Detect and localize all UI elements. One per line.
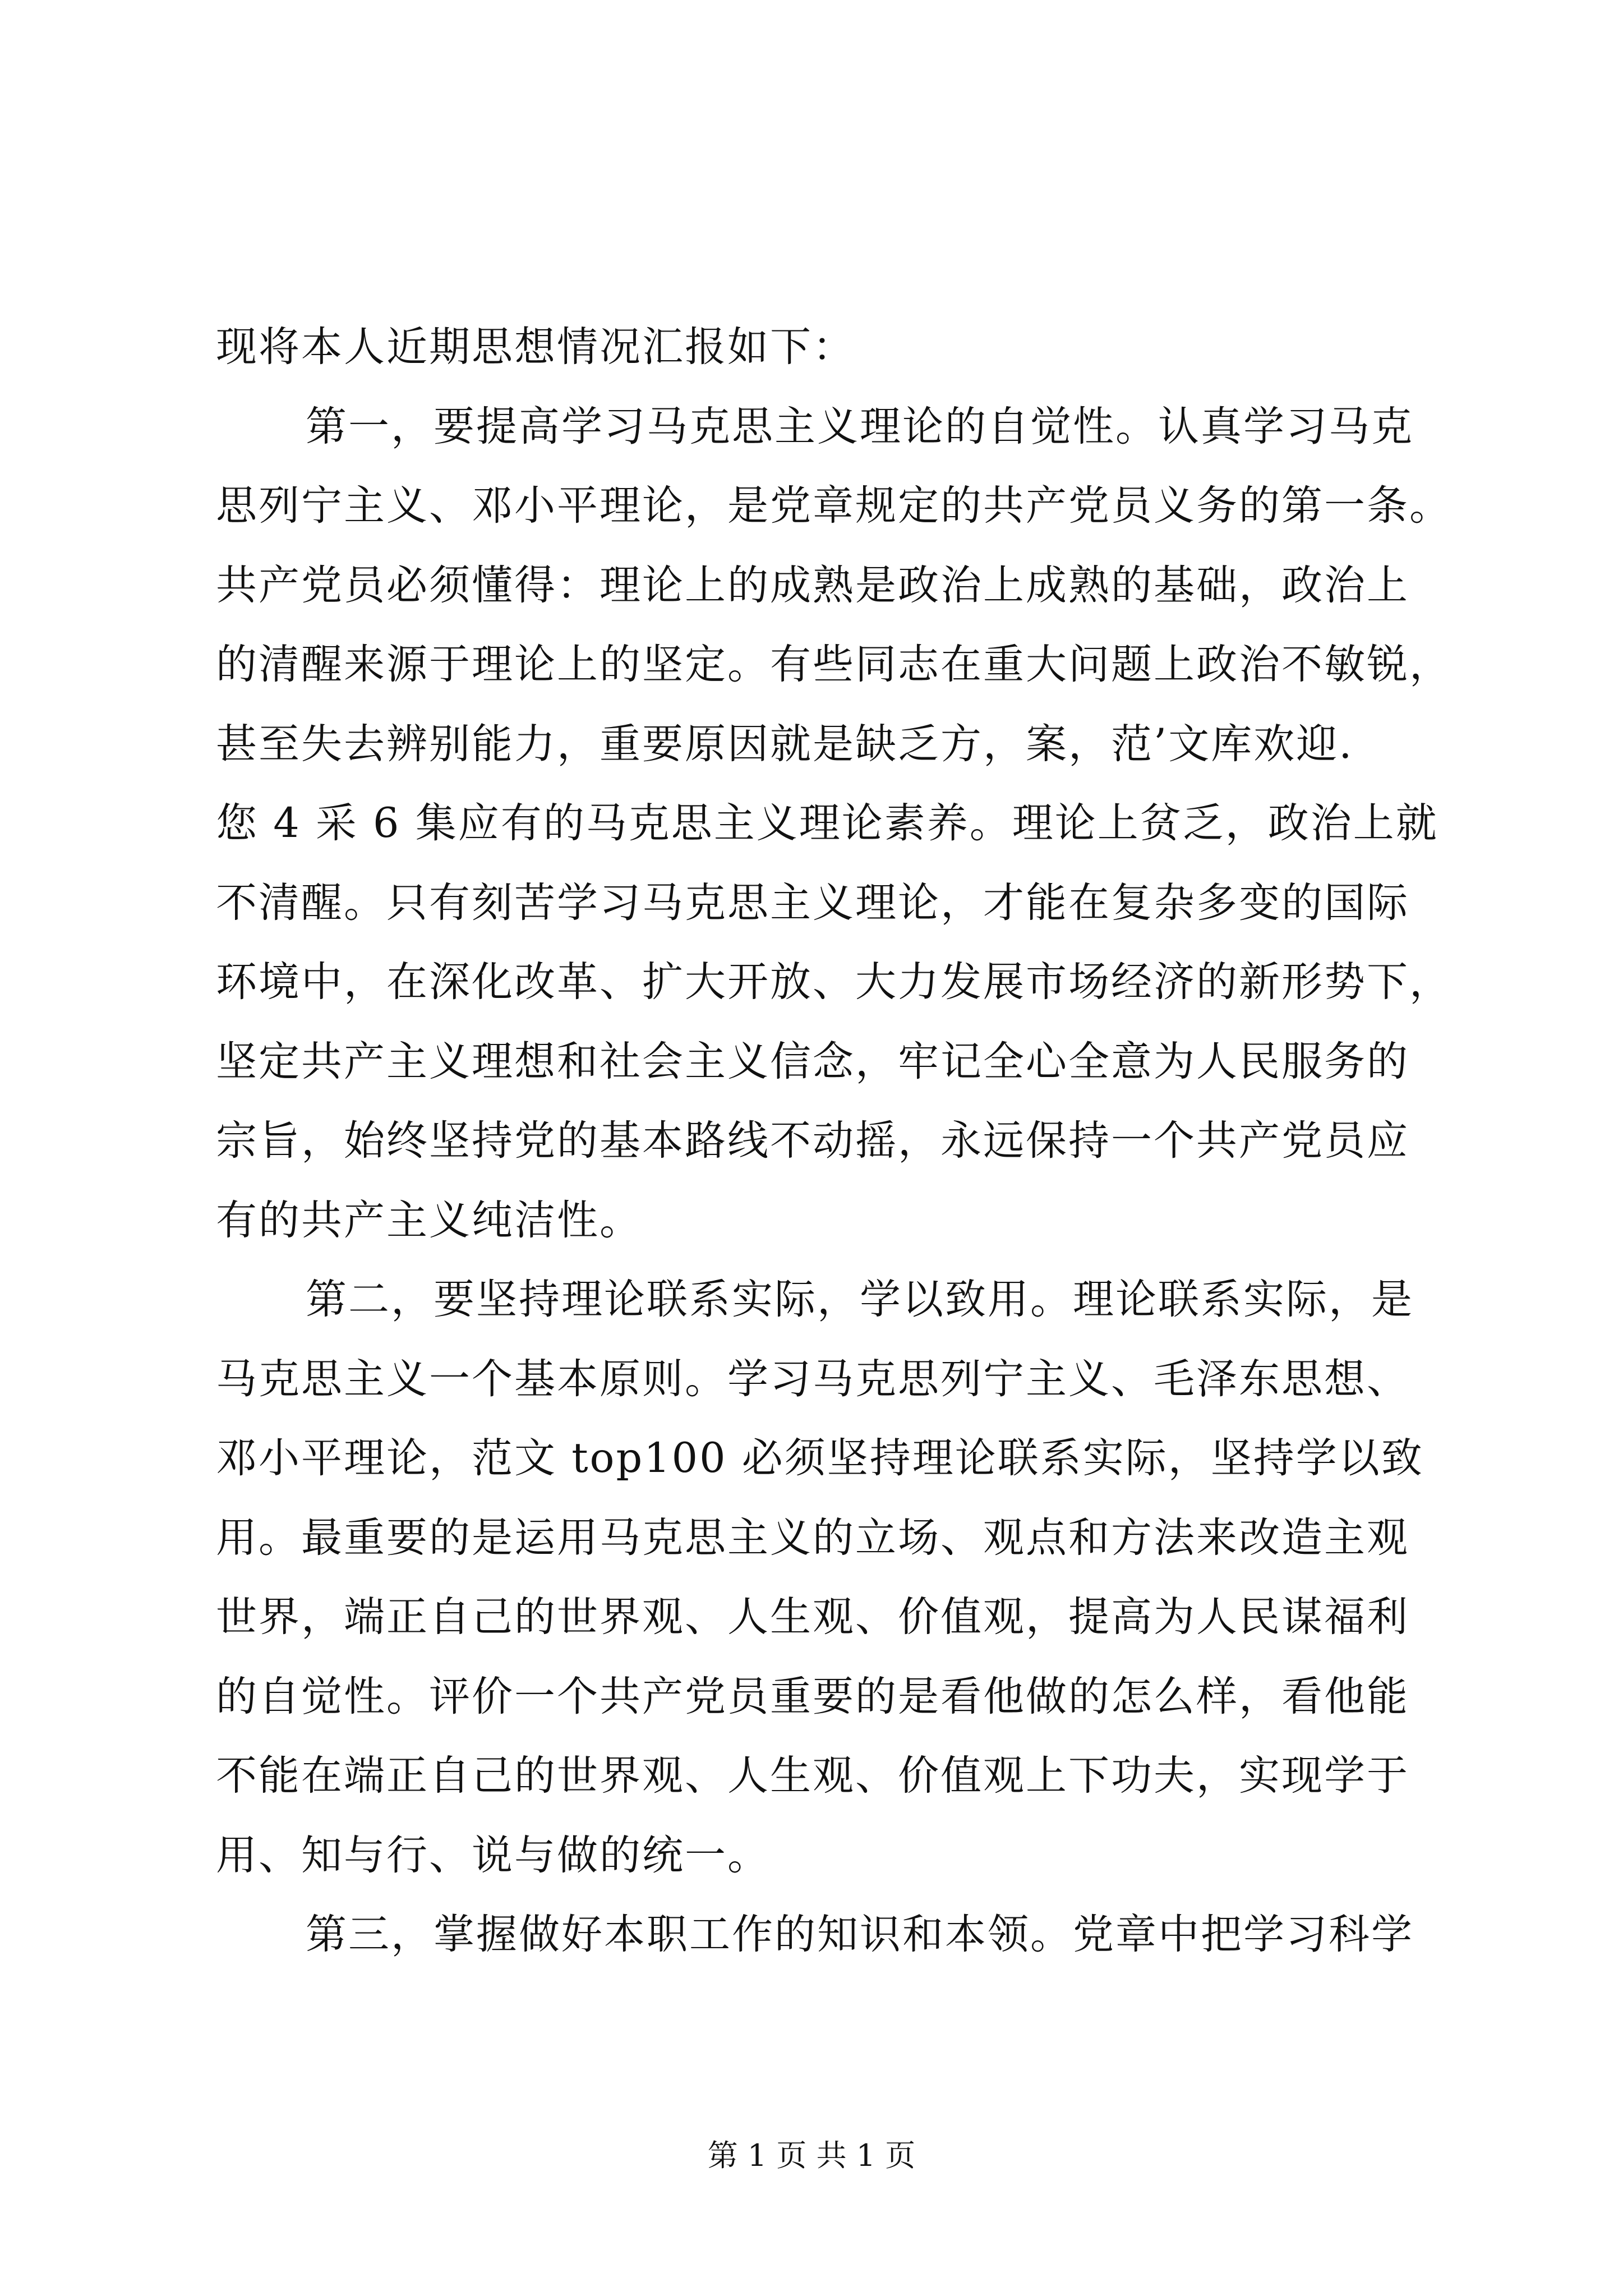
text-line: 甚至失去辨别能力，重要原因就是缺乏方，案，范’文库欢迎. xyxy=(216,720,1354,768)
document-body xyxy=(216,307,1452,1975)
text-line: 环境中，在深化改革、扩大开放、大力发展市场经济的新形势下， xyxy=(216,958,1452,1006)
text-line: 的清醒来源于理论上的坚定。有些同志在重大问题上政治不敏锐， xyxy=(216,641,1452,688)
text-line: 思列宁主义、邓小平理论，是党章规定的共产党员义务的第一条。 xyxy=(216,482,1452,530)
text-line: 不能在端正自己的世界观、人生观、价值观上下功夫，实现学于 xyxy=(216,1752,1409,1800)
text-line: 您 4 采 6 集应有的马克思主义理论素养。理论上贫乏，政治上就 xyxy=(216,799,1438,847)
text-line: 宗旨，始终坚持党的基本路线不动摇，永远保持一个共产党员应 xyxy=(216,1117,1409,1165)
text-line: 用。最重要的是运用马克思主义的立场、观点和方法来改造主观 xyxy=(216,1513,1409,1562)
page-footer: 第 1 页 共 1 页 xyxy=(707,2138,916,2173)
text-line: 世界，端正自己的世界观、人生观、价值观，提高为人民谋福利 xyxy=(216,1593,1409,1641)
text-line: 邓小平理论，范文 top100 必须坚持理论联系实际，坚持学以致 xyxy=(216,1434,1424,1482)
text-line: 用、知与行、说与做的统一。 xyxy=(216,1831,770,1879)
text-line: 不清醒。只有刻苦学习马克思主义理论，才能在复杂多变的国际 xyxy=(216,878,1409,927)
text-line: 第一，要提高学习马克思主义理论的自觉性。认真学习马克 xyxy=(306,402,1414,450)
text-line: 坚定共产主义理想和社会主义信念，牢记全心全意为人民服务的 xyxy=(216,1037,1409,1085)
text-line: 马克思主义一个基本原则。学习马克思列宁主义、毛泽东思想、 xyxy=(216,1355,1409,1403)
text-line: 现将本人近期思想情况汇报如下： xyxy=(216,323,855,371)
text-line: 第二，要坚持理论联系实际，学以致用。理论联系实际，是 xyxy=(306,1276,1414,1323)
text-line: 第三，掌握做好本职工作的知识和本领。党章中把学习科学 xyxy=(306,1911,1414,1958)
text-line: 有的共产主义纯洁性。 xyxy=(216,1196,642,1244)
text-line: 的自觉性。评价一个共产党员重要的是看他做的怎么样，看他能 xyxy=(216,1672,1409,1720)
text-line: 共产党员必须懂得：理论上的成熟是政治上成熟的基础，政治上 xyxy=(216,561,1409,609)
